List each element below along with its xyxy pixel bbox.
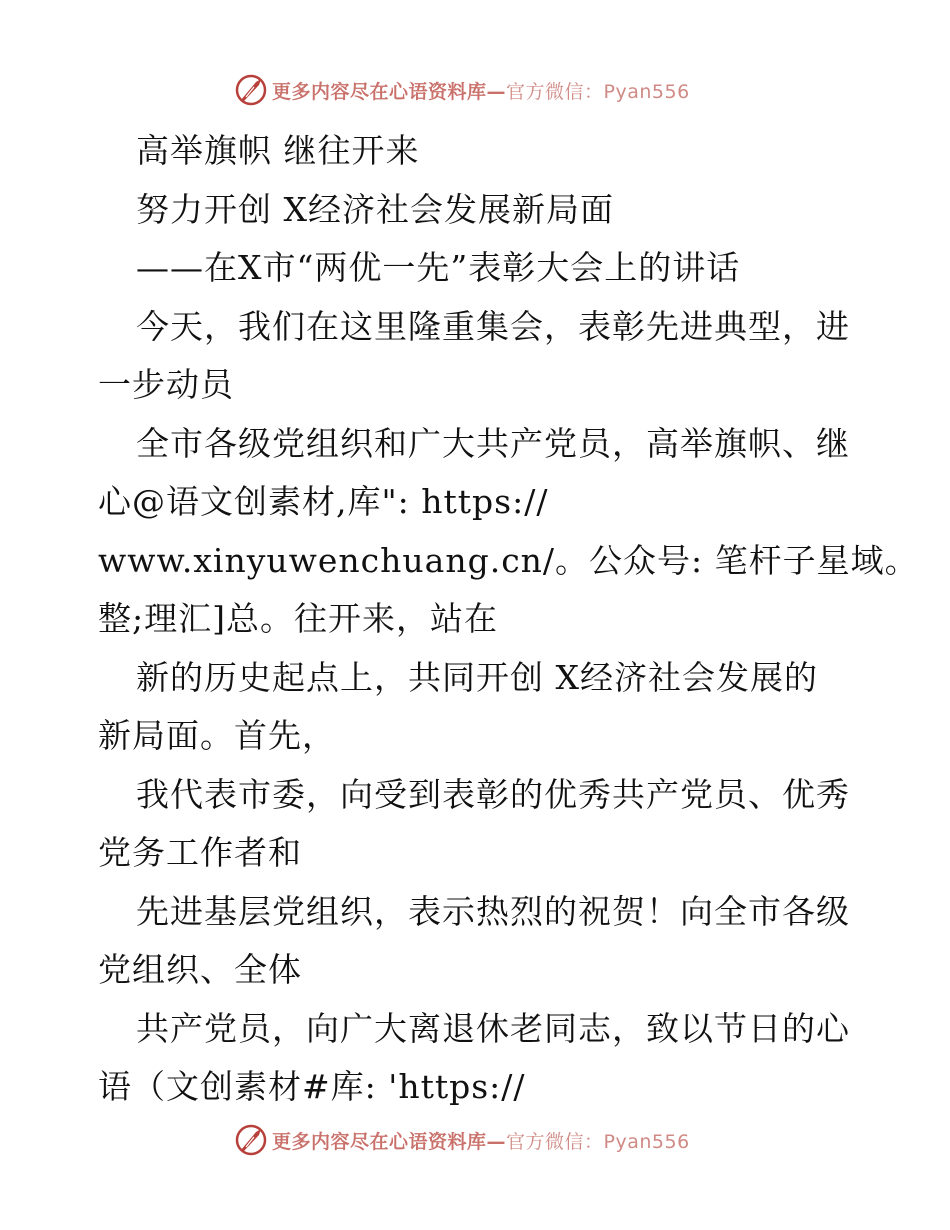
footer-banner-title: 更多内容尽在心语资料库—	[272, 1130, 507, 1153]
paragraph-line: www.xinyuwenchuang.cn/。公众号: 笔杆子星域。	[98, 540, 919, 580]
paragraph-line: 一步动员	[98, 365, 234, 404]
header-banner-title: 更多内容尽在心语资料库—	[272, 80, 507, 103]
header-banner-wechat: 官方微信：Pyan556	[506, 80, 690, 103]
footer-banner-text	[272, 1127, 690, 1154]
paragraph-line: 先进基层党组织，表示热烈的祝贺！向全市各级	[136, 891, 850, 931]
paragraph-line: 党务工作者和	[98, 833, 302, 872]
paragraph-line: 今天，我们在这里隆重集会，表彰先进典型，进	[136, 306, 850, 346]
paragraph-line: 我代表市委，向受到表彰的优秀共产党员、优秀	[136, 774, 850, 814]
paragraph-line: 全市各级党组织和广大共产党员，高举旗帜、继	[136, 423, 850, 463]
header-banner-text	[272, 77, 690, 104]
footer-banner	[234, 1122, 714, 1158]
doc-title: 高举旗帜 继往开来	[136, 131, 420, 170]
header-banner	[234, 72, 714, 108]
doc-speech-heading: ——在X市“两优一先”表彰大会上的讲话	[136, 248, 741, 287]
paragraph-line: 新局面。首先，	[98, 716, 336, 755]
document-body	[98, 122, 919, 1117]
footer-banner-wechat: 官方微信：Pyan556	[506, 1130, 690, 1153]
paragraph-line: 新的历史起点上，共同开创 X经济社会发展的	[136, 657, 818, 697]
paragraph-line: 语（文创素材#库: 'https://	[98, 1067, 526, 1106]
quill-pen-logo-icon	[234, 73, 268, 107]
paragraph-line: 党组织、全体	[98, 950, 302, 989]
quill-pen-logo-icon	[234, 1123, 268, 1157]
paragraph-line: 共产党员，向广大离退休老同志，致以节日的心	[136, 1008, 850, 1048]
doc-subtitle: 努力开创 X经济社会发展新局面	[136, 189, 614, 229]
paragraph-line: 整;理汇]总。往开来，站在	[98, 599, 498, 638]
paragraph-line: 心@语文创素材,库": https://	[98, 482, 549, 521]
